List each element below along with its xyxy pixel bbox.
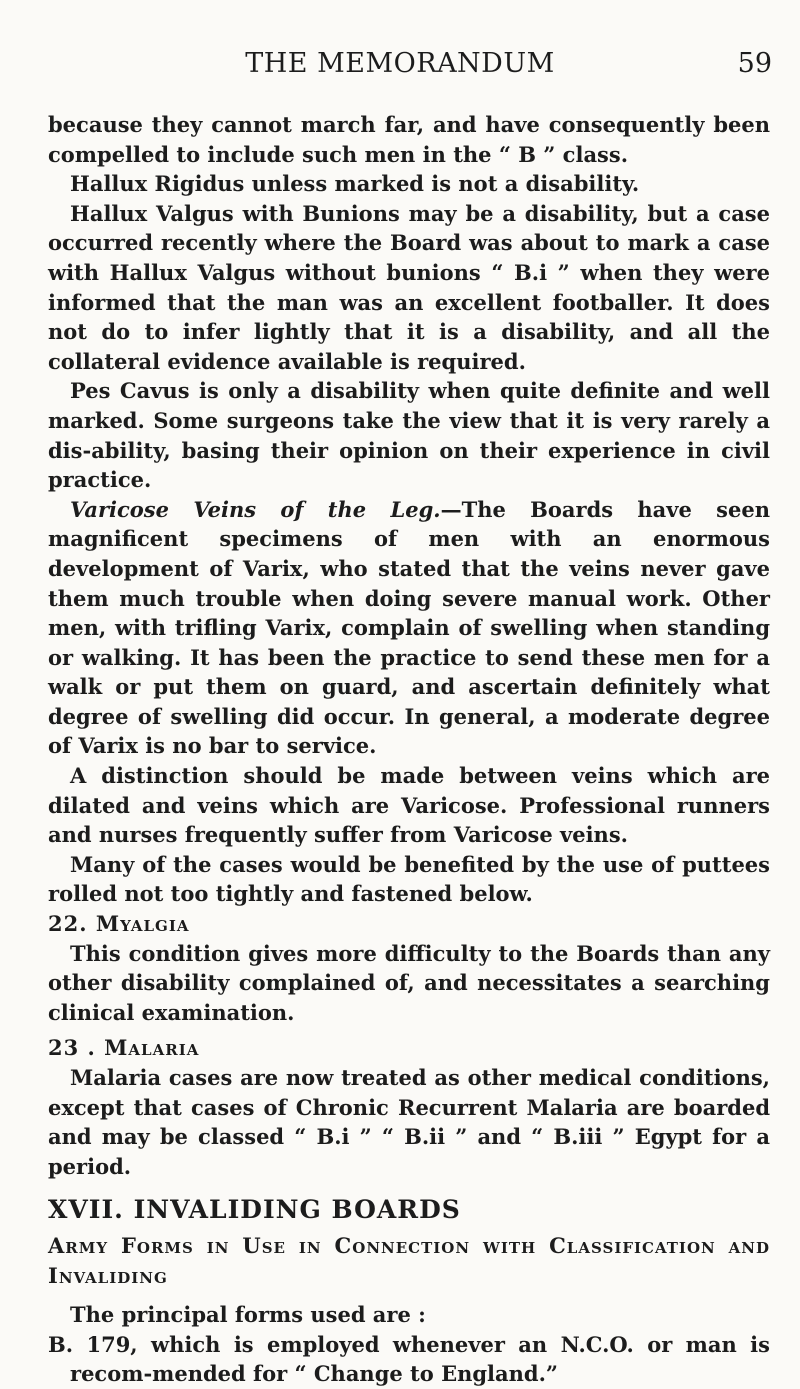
paragraph-text: —The Boards have seen magnificent specimens of men with an enormous development of Varix, who stated that the veins never gave them much trouble when doing severe manual work. Other men, with trifling Varix, complain of swelling when standing or walking. It has been the practice to send these men for a walk or put them on guard, and ascertain definitely what degree of swelling did occur. In general, a moderate degree of Varix is no bar to service. (48, 496, 770, 759)
paragraph: Hallux Rigidus unless marked is not a disability. (70, 171, 640, 197)
page-body (48, 110, 770, 1389)
paragraph: because they cannot march far, and have consequently been compelled to include such men in the “ B ” class. (48, 112, 770, 167)
page-number: 59 (737, 48, 772, 79)
paragraph: This condition gives more difficulty to the Boards than any other disability complained of, and necessitates a searching clinical examination. (48, 940, 770, 1025)
section-heading: 23 . Malaria (48, 1035, 200, 1061)
paragraph: Hallux Valgus with Bunions may be a disability, but a case occurred recently where the Board was about to mark a case with Hallux Valgus without bunions “ B.i ” when they were informed that the man was an excellent footballer. It does not do to infer lightly that it is a disability, and all the collateral evidence available is required. (48, 200, 770, 374)
chapter-heading: XVII. INVALIDING BOARDS (48, 1195, 461, 1225)
page-header (0, 48, 800, 88)
chapter-subheading: Army Forms in Use in Connection with Classification and Invaliding (48, 1232, 770, 1288)
paragraph: Pes Cavus is only a disability when quite definite and well marked. Some surgeons take the view that it is very rarely a dis-ability, basing their opinion on their experience in civil practice. (48, 378, 770, 493)
paragraph (48, 495, 770, 761)
section-title-italic: Varicose Veins of the Leg. (70, 496, 441, 522)
section-heading: 22. Myalgia (48, 911, 190, 937)
running-title: THE MEMORANDUM (245, 48, 555, 79)
paragraph: Many of the cases would be benefited by the use of puttees rolled not too tightly and fastened below. (48, 851, 770, 907)
paragraph: A distinction should be made between veins which are dilated and veins which are Varicose. Professional runners and nurses frequently suffer from Varicose veins. (48, 763, 770, 848)
paragraph: B. 179, which is employed whenever an N.C.O. or man is recom-mended for “ Change to England.” (48, 1331, 770, 1387)
paragraph: The principal forms used are : (70, 1302, 426, 1328)
paragraph: Malaria cases are now treated as other medical conditions, except that cases of Chronic Recurrent Malaria are boarded and may be classed “ B.i ” “ B.ii ” and “ B.iii ” Egypt for a period. (48, 1065, 770, 1179)
